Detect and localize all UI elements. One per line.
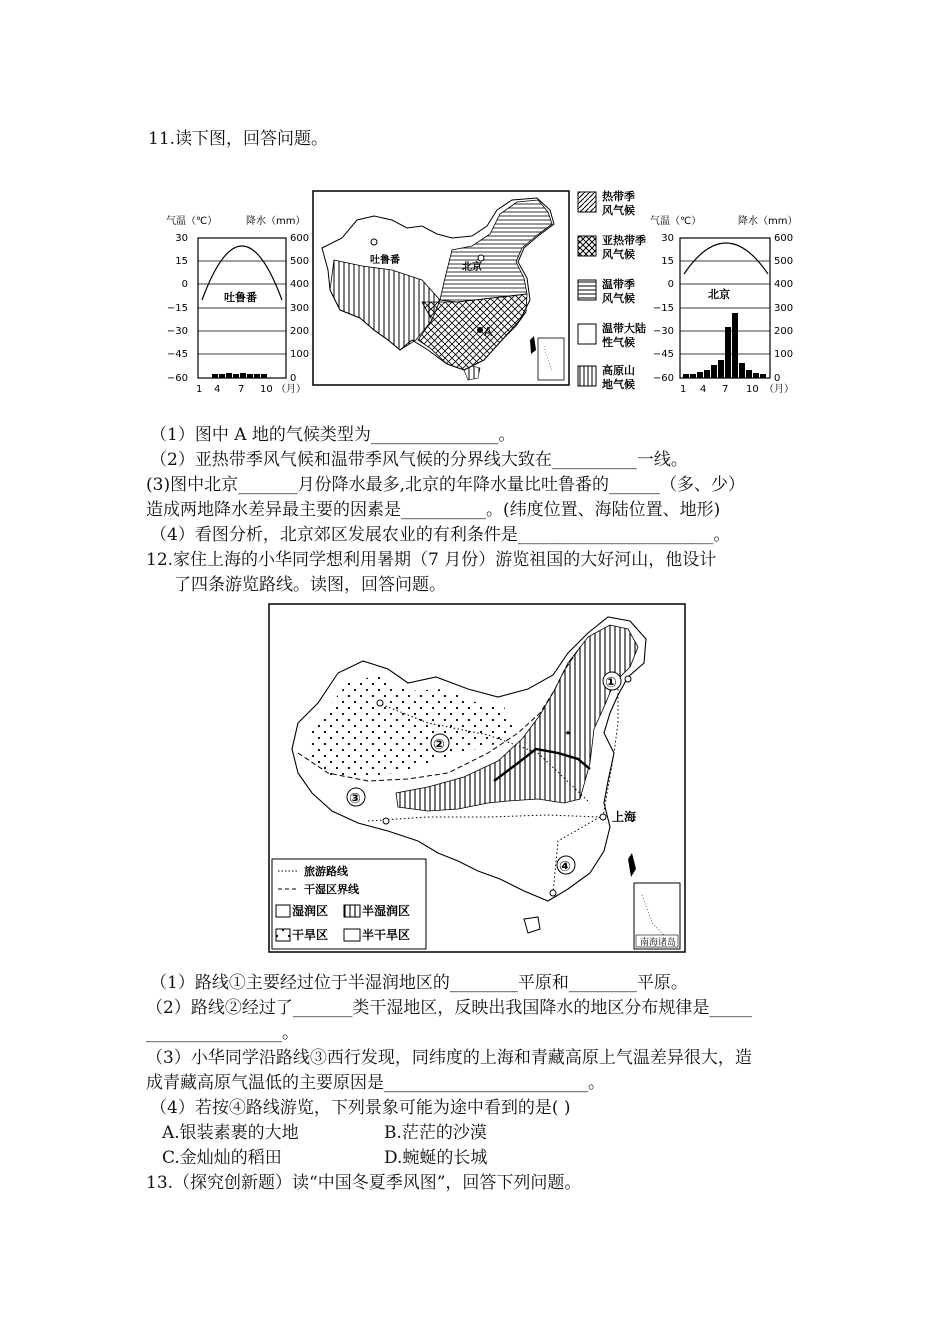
svg-text:（月）: （月）: [764, 384, 794, 395]
map-label-beijing: 北京: [462, 262, 482, 273]
q12-question-2: （2）路线②经过了_______类干湿地区，反映出我国降水的地区分布规律是_____: [146, 998, 752, 1018]
svg-text:地气候: 地气候: [602, 378, 635, 391]
svg-text:4: 4: [214, 384, 221, 395]
q11-question-1: （1）图中 A 地的气候类型为_______________。: [150, 425, 516, 445]
svg-text:100: 100: [774, 349, 794, 360]
beijing-climate-chart: [650, 212, 806, 398]
q12-question-4: （4）若按④路线游览，下列景象可能为途中看到的是( ): [150, 1098, 571, 1118]
svg-text:30: 30: [175, 233, 188, 244]
svg-text:1: 1: [196, 384, 203, 395]
climate-legend: [574, 188, 656, 396]
route-4-label: ④: [559, 859, 571, 875]
turpan-climate-chart: [166, 212, 316, 398]
svg-text:性气候: 性气候: [602, 336, 635, 349]
station-name: 北京: [708, 288, 730, 301]
svg-text:0: 0: [667, 279, 674, 290]
route-3-label: ③: [349, 791, 361, 807]
svg-text:−15: −15: [652, 303, 674, 314]
svg-text:10: 10: [260, 384, 273, 395]
svg-text:−30: −30: [652, 326, 674, 337]
q13-title: 13.（探究创新题）读“中国冬夏季风图”，回答下列问题。: [146, 1173, 582, 1193]
svg-text:温带大陆: 温带大陆: [602, 322, 646, 335]
svg-text:风气候: 风气候: [602, 292, 635, 305]
svg-text:−45: −45: [166, 349, 188, 360]
svg-text:600: 600: [774, 233, 794, 244]
svg-text:7: 7: [722, 384, 729, 395]
temp-axis-label: 气温（℃）: [166, 216, 218, 227]
svg-text:风气候: 风气候: [602, 204, 635, 217]
svg-text:300: 300: [774, 303, 794, 314]
q12-title: 12.家住上海的小华同学想利用暑期（7 月份）游览祖国的大好河山，他设计: [146, 550, 717, 570]
svg-text:15: 15: [175, 256, 188, 267]
svg-text:100: 100: [290, 349, 310, 360]
svg-text:500: 500: [774, 256, 794, 267]
legend-semi-humid: 半湿润区: [362, 904, 411, 918]
svg-text:风气候: 风气候: [602, 248, 635, 261]
svg-text:−60: −60: [166, 373, 188, 384]
china-climate-map: [312, 190, 570, 386]
q12-question-3-cont: 成青藏高原气温低的主要原因是________________________。: [146, 1073, 605, 1093]
svg-text:200: 200: [290, 326, 310, 337]
precip-axis-label: 降水（mm）: [738, 216, 798, 227]
svg-text:0: 0: [290, 373, 297, 384]
svg-text:0: 0: [774, 373, 781, 384]
route-1-label: ①: [605, 675, 617, 691]
q12-question-3: （3）小华同学沿路线③西行发现，同纬度的上海和青藏高原上气温差异很大，造: [146, 1048, 752, 1068]
svg-text:温带季: 温带季: [602, 278, 635, 291]
svg-text:热带季: 热带季: [602, 190, 635, 203]
svg-text:0: 0: [181, 279, 188, 290]
q12-option-c: C.金灿灿的稻田: [162, 1148, 282, 1168]
svg-text:7: 7: [238, 384, 245, 395]
precip-axis-label: 降水（mm）: [246, 216, 306, 227]
q11-question-2: （2）亚热带季风气候和温带季风气候的分界线大致在__________一线。: [150, 450, 688, 470]
legend-boundary: 干湿区界线: [304, 883, 359, 896]
station-name: 吐鲁番: [224, 291, 257, 304]
q11-question-4: （4）看图分析，北京郊区发展农业的有利条件是_______________________。: [150, 525, 731, 545]
inset-label: 南海诸岛: [640, 938, 677, 948]
svg-text:亚热带季: 亚热带季: [602, 234, 646, 247]
q12-question-1: （1）路线①主要经过位于半湿润地区的________平原和________平原。: [150, 973, 688, 993]
svg-text:高原山: 高原山: [602, 364, 635, 377]
legend-semi-arid: 半干旱区: [362, 928, 411, 942]
q12-option-b: B.茫茫的沙漠: [384, 1123, 487, 1143]
route-2-label: ②: [433, 737, 445, 753]
svg-text:400: 400: [290, 279, 310, 290]
svg-text:10: 10: [746, 384, 759, 395]
temp-axis-label: 气温（℃）: [650, 216, 702, 227]
svg-text:4: 4: [700, 384, 707, 395]
legend-arid: 干旱区: [292, 928, 329, 942]
shanghai-label: 上海: [612, 810, 637, 824]
svg-text:1: 1: [680, 384, 687, 395]
q11-question-3-cont: 造成两地降水差异最主要的因素是__________。(纬度位置、海陆位置、地形): [146, 500, 721, 520]
svg-text:300: 300: [290, 303, 310, 314]
svg-text:30: 30: [661, 233, 674, 244]
q11-question-3: (3)图中北京_______月份降水最多,北京的年降水量比吐鲁番的______（多、少）: [146, 475, 745, 495]
svg-text:400: 400: [774, 279, 794, 290]
china-dry-wet-map: [268, 603, 686, 953]
svg-text:−15: −15: [166, 303, 188, 314]
map-label-turpan: 吐鲁番: [370, 255, 400, 266]
svg-text:600: 600: [290, 233, 310, 244]
svg-text:−60: −60: [652, 373, 674, 384]
legend-humid: 湿润区: [292, 904, 329, 918]
q12-option-a: A.银装素裹的大地: [162, 1123, 299, 1143]
q12-question-2-cont: ________________。: [146, 1023, 299, 1043]
q12-option-d: D.蜿蜒的长城: [384, 1148, 488, 1168]
svg-text:15: 15: [661, 256, 674, 267]
q12-title-cont: 了四条游览路线。读图，回答问题。: [174, 575, 446, 595]
svg-text:500: 500: [290, 256, 310, 267]
q11-title: 11.读下图，回答问题。: [148, 129, 329, 149]
svg-text:−45: −45: [652, 349, 674, 360]
svg-text:−30: −30: [166, 326, 188, 337]
svg-text:（月）: （月）: [276, 384, 306, 395]
legend-route: 旅游路线: [304, 865, 348, 878]
map-label-a: A: [484, 325, 493, 339]
svg-text:200: 200: [774, 326, 794, 337]
